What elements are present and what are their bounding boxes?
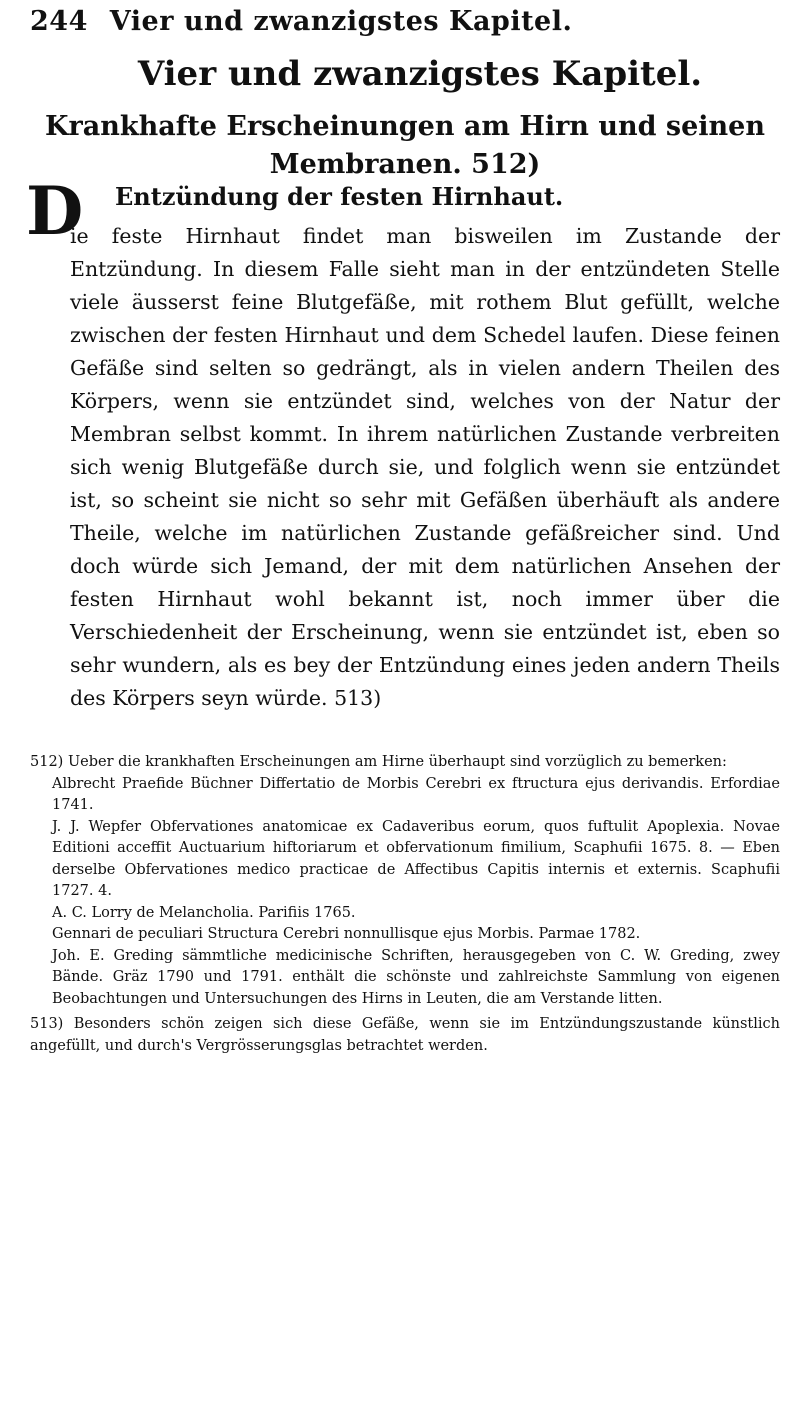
footnote-512-ref-greding: Joh. E. Greding sämmtliche medicinische Schriften, herausgegeben von C. W. Greding, zwey Bände. Gräz 1790 und 1791. enthält die schönste und zahlreichste Sammlung von eigenen Beobachtungen und Untersuchungen des Hirns in Leuten, die am Verstande litten. xyxy=(52,947,780,1007)
drop-cap: D xyxy=(26,172,84,250)
footnotes xyxy=(30,752,780,1057)
footnote-512-ref-wepfer: J. J. Wepfer Obfervationes anatomicae ex Cadaveribus eorum, quos fuftulit Apoplexia. Novae Editioni acceffit Auctuarium hiftoriarum et obfervationum fimilium, Scaphufii 1675. 8. — Eben derselbe Obfervationes medico practicae de Affectibus Capitis internis et externis. Scaphufii 1727. 4. xyxy=(52,818,780,899)
footnote-513: 513) Besonders schön zeigen sich diese Gefäße, wenn sie im Entzündungszustande künstlich angefüllt, und durch's Vergrösserungsglas betrachtet werden. xyxy=(30,1016,780,1054)
section-heading: Entzündung der festen Hirnhaut. xyxy=(115,182,564,211)
body-paragraph: ie feste Hirnhaut findet man bisweilen im Zustande der Entzündung. In diesem Falle sieht man in der entzündeten Stelle viele äusserst feine Blutgefäße, mit rothem Blut gefüllt, welche zwischen der festen Hirnhaut und dem Schedel laufen. Diese feinen Gefäße sind selten so gedrängt, als in vielen andern Theilen des Körpers, wenn sie entzündet sind, welches von der Natur der Membran selbst kommt. In ihrem natürlichen Zustande verbreiten sich wenig Blutgefäße durch sie, und folglich wenn sie entzündet ist, so scheint sie nicht so sehr mit Gefäßen überhäuft als andere Theile, welche im natürlichen Zustande gefäßreicher sind. Und doch würde sich Jemand, der mit dem natürlichen Ansehen der festen Hirnhaut wohl bekannt ist, noch immer über die Verschiedenheit der Erscheinung, wenn sie entzündet ist, eben so sehr wundern, als es bey der Entzündung eines jeden andern Theils des Körpers seyn würde. 513) xyxy=(70,224,780,710)
chapter-title: Vier und zwanzigstes Kapitel. xyxy=(137,54,703,94)
running-head xyxy=(30,6,780,37)
footnote-512-ref-albrecht: Albrecht Praefide Büchner Differtatio de Morbis Cerebri ex ftructura ejus derivandis. Erfordiae 1741. xyxy=(52,775,780,813)
footnote-512-intro: 512) Ueber die krankhaften Erscheinungen am Hirne überhaupt sind vorzüglich zu bemerken: xyxy=(30,754,727,770)
chapter-subtitle: Krankhafte Erscheinungen am Hirn und seinen Membranen. 512) xyxy=(45,111,765,180)
footnote-512-ref-gennari: Gennari de peculiari Structura Cerebri nonnullisque ejus Morbis. Parmae 1782. xyxy=(52,926,641,942)
footnote-512-ref-lorry: A. C. Lorry de Melancholia. Parifiis 1765. xyxy=(52,904,356,921)
page-number: 244 xyxy=(30,6,88,37)
running-head-title: Vier und zwanzigstes Kapitel. xyxy=(109,6,573,37)
